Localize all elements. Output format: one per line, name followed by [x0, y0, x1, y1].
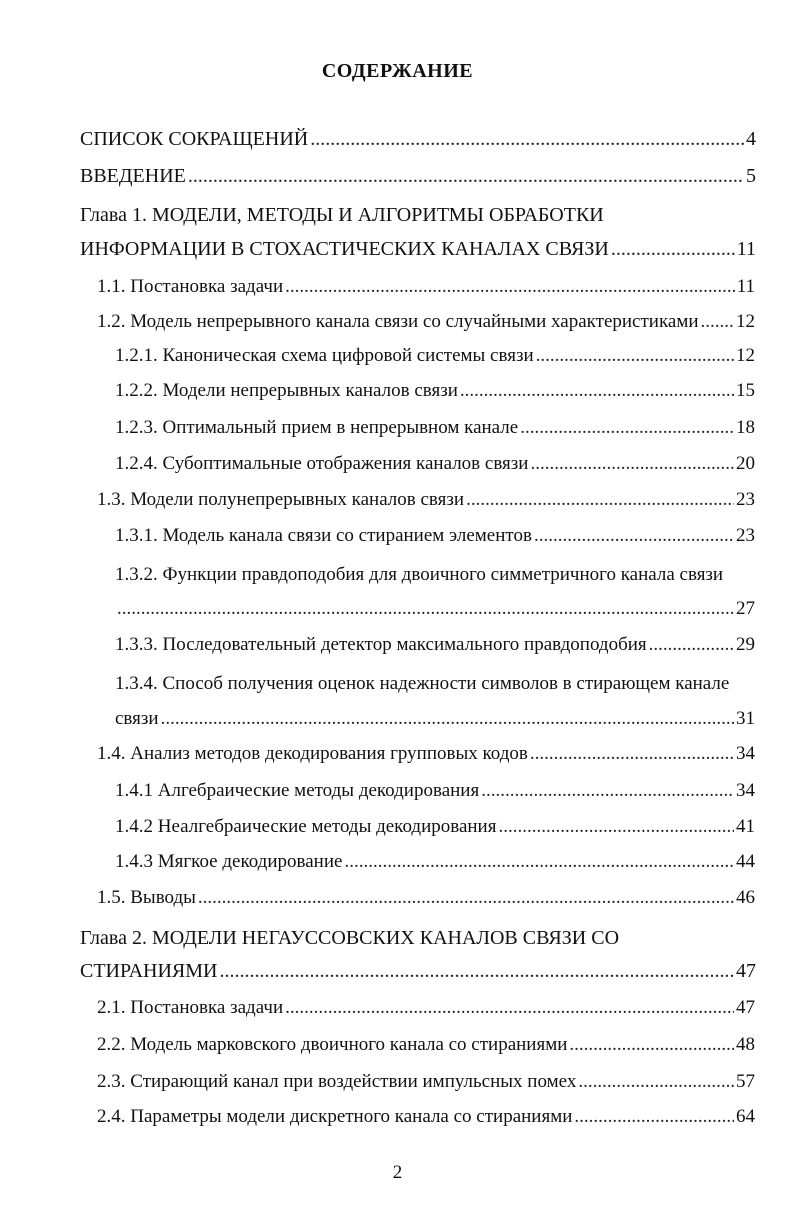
toc-entry-label: 1.2.4. Субоптимальные отображения каналов связи [115, 453, 529, 474]
leader-dots [574, 1106, 734, 1128]
toc-entry-label: 1.2.3. Оптимальный прием в непрерывном канале [115, 417, 519, 438]
toc-section-1-4-1[interactable] [115, 780, 755, 810]
leader-dots [466, 489, 734, 511]
toc-entry-label: 2.4. Параметры модели дискретного канала со стираниями [97, 1106, 573, 1127]
toc-section-1-3-1[interactable] [115, 525, 755, 555]
toc-chapter-2-line-1[interactable]: Глава 2. МОДЕЛИ НЕГАУССОВСКИХ КАНАЛОВ СВЯЗИ СО [80, 927, 620, 949]
toc-page-number: 41 [736, 816, 755, 837]
toc-section-1-3-4[interactable] [115, 708, 755, 738]
leader-dots [701, 311, 734, 333]
toc-entry-label: ВВЕДЕНИЕ [80, 165, 186, 187]
toc-chapter-1[interactable] [80, 238, 756, 268]
toc-entry-label: связи [115, 708, 159, 729]
toc-page-number: 46 [736, 887, 755, 908]
toc-page-number: 27 [736, 598, 755, 619]
leader-dots [530, 743, 734, 765]
toc-entry-label: СПИСОК СОКРАЩЕНИЙ [80, 128, 309, 150]
leader-dots [117, 598, 734, 620]
toc-page-number: 57 [736, 1071, 755, 1092]
toc-section-1-2-2[interactable] [115, 380, 755, 410]
leader-dots [481, 780, 734, 802]
toc-section-1-1[interactable] [97, 276, 755, 306]
toc-entry-label: 2.3. Стирающий канал при воздействии импульсных помех [97, 1071, 577, 1092]
leader-dots [460, 380, 734, 402]
leader-dots [536, 345, 734, 367]
toc-page-number: 18 [736, 417, 755, 438]
leader-dots [569, 1034, 734, 1056]
toc-section-1-4[interactable] [97, 743, 755, 773]
toc-section-1-3-3[interactable] [115, 634, 755, 664]
toc-page-number: 23 [736, 489, 755, 510]
toc-section-1-5[interactable] [97, 887, 755, 917]
leader-dots [498, 816, 734, 838]
page-title: СОДЕРЖАНИЕ [321, 60, 474, 82]
toc-page-number: 44 [736, 851, 755, 872]
leader-dots [161, 708, 734, 730]
leader-dots [285, 997, 734, 1019]
page-number: 2 [392, 1162, 403, 1183]
toc-entry-abbreviations[interactable] [80, 128, 756, 158]
toc-entry-label: 1.4.1 Алгебраические методы декодирования [115, 780, 480, 801]
toc-entry-label: 1.4.2 Неалгебраические методы декодирования [115, 816, 497, 837]
toc-entry-label: 2.1. Постановка задачи [97, 997, 284, 1018]
toc-page-number: 23 [736, 525, 755, 546]
toc-entry-label: 1.4. Анализ методов декодирования групповых кодов [97, 743, 528, 764]
toc-section-1-3-4-line-1[interactable]: 1.3.4. Способ получения оценок надежности символов в стирающем канале [115, 673, 730, 694]
toc-section-1-4-3[interactable] [115, 851, 755, 881]
toc-entry-label: 1.2.1. Каноническая схема цифровой системы связи [115, 345, 534, 366]
toc-entry-label: 1.3.1. Модель канала связи со стиранием элементов [115, 525, 532, 546]
toc-page-number: 34 [736, 743, 755, 764]
toc-section-1-4-2[interactable] [115, 816, 755, 846]
leader-dots [285, 276, 735, 298]
toc-entry-introduction[interactable] [80, 165, 756, 195]
toc-section-2-1[interactable] [97, 997, 755, 1027]
leader-dots [520, 417, 734, 439]
leader-dots [198, 887, 734, 909]
toc-entry-label: 1.5. Выводы [97, 887, 196, 908]
toc-page-number: 29 [736, 634, 755, 655]
toc-page-number: 47 [736, 960, 756, 982]
leader-dots [649, 634, 734, 656]
leader-dots [188, 165, 744, 188]
toc-page-number: 15 [736, 380, 755, 401]
toc-page-number: 48 [736, 1034, 755, 1055]
toc-entry-label: ИНФОРМАЦИИ В СТОХАСТИЧЕСКИХ КАНАЛАХ СВЯЗИ [80, 238, 609, 260]
toc-page-number: 64 [736, 1106, 755, 1127]
toc-section-1-2-3[interactable] [115, 417, 755, 447]
toc-entry-label: 1.2.2. Модели непрерывных каналов связи [115, 380, 458, 401]
toc-page-number: 4 [746, 128, 756, 150]
toc-section-1-2[interactable] [97, 311, 755, 341]
toc-page-number: 12 [736, 311, 755, 332]
toc-page-number: 5 [746, 165, 756, 187]
toc-page-number: 47 [736, 997, 755, 1018]
toc-section-1-3-2-line-1[interactable]: 1.3.2. Функции правдоподобия для двоичного симметричного канала связи [115, 564, 724, 585]
toc-entry-label: СТИРАНИЯМИ [80, 960, 218, 982]
leader-dots [530, 453, 734, 475]
toc-entry-label: 1.1. Постановка задачи [97, 276, 284, 297]
toc-page-number: 31 [736, 708, 755, 729]
toc-section-1-2-1[interactable] [115, 345, 755, 375]
toc-entry-label: 1.3.3. Последовательный детектор максимального правдоподобия [115, 634, 647, 655]
leader-dots [578, 1071, 734, 1093]
toc-page-number: 20 [736, 453, 755, 474]
toc-entry-label: 1.3. Модели полунепрерывных каналов связи [97, 489, 465, 510]
toc-section-2-3[interactable] [97, 1071, 755, 1101]
leader-dots [310, 128, 744, 151]
toc-page-number: 34 [736, 780, 755, 801]
toc-section-1-3[interactable] [97, 489, 755, 519]
toc-section-1-3-2[interactable] [115, 598, 755, 628]
toc-page-number: 11 [736, 276, 755, 297]
toc-section-2-4[interactable] [97, 1106, 755, 1136]
toc-entry-label: 2.2. Модель марковского двоичного канала со стираниями [97, 1034, 568, 1055]
leader-dots [534, 525, 734, 547]
toc-page-number: 12 [736, 345, 755, 366]
toc-entry-label: 1.2. Модель непрерывного канала связи со случайными характеристиками [97, 311, 699, 332]
toc-chapter-2[interactable] [80, 960, 756, 990]
leader-dots [611, 238, 735, 261]
toc-section-1-2-4[interactable] [115, 453, 755, 483]
leader-dots [219, 960, 734, 983]
toc-section-2-2[interactable] [97, 1034, 755, 1064]
leader-dots [344, 851, 734, 873]
toc-page-number: 11 [736, 238, 756, 260]
toc-entry-label: 1.4.3 Мягкое декодирование [115, 851, 343, 872]
toc-chapter-1-line-1[interactable]: Глава 1. МОДЕЛИ, МЕТОДЫ И АЛГОРИТМЫ ОБРАБОТКИ [80, 204, 604, 226]
